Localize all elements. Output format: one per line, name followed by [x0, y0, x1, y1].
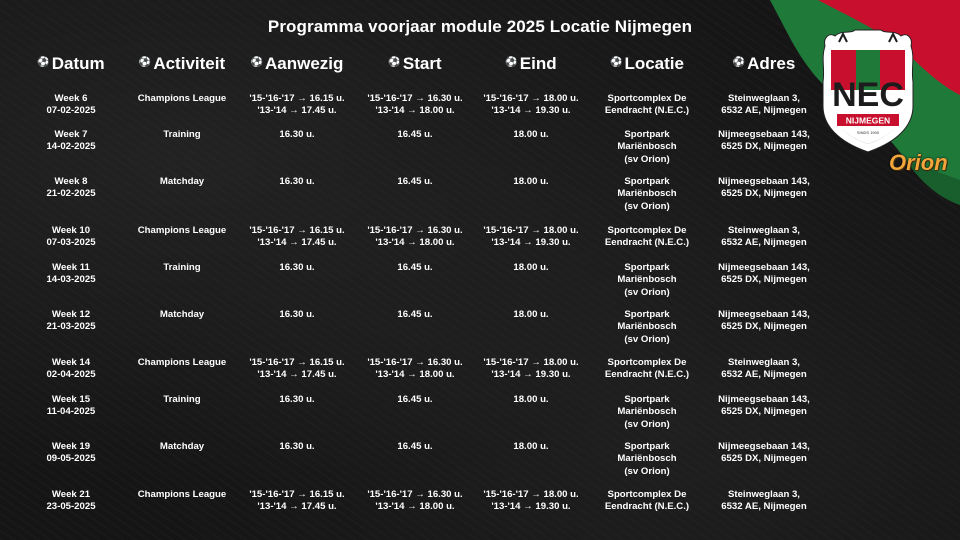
cell-line: Steinweglaan 3, [728, 93, 800, 104]
cell-line: Sportcomplex De [607, 357, 687, 368]
soccer-ball-icon: ⚽ [732, 57, 746, 68]
cell-line: (sv Orion) [624, 286, 670, 298]
aanwezig-cell [238, 357, 356, 382]
datum-cell [25, 93, 117, 118]
cell-line: '13-'14 → 18.00 u. [375, 369, 455, 381]
cell-line: 18.00 u. [513, 441, 549, 452]
datum-cell [25, 176, 117, 201]
eind-cell [472, 129, 590, 141]
start-cell [356, 357, 474, 382]
logo-nec-text: NEC [832, 76, 904, 114]
cell-line: Steinweglaan 3, [728, 225, 800, 236]
start-cell [356, 489, 474, 514]
cell-line: Sportpark [624, 441, 670, 452]
cell-line: 16.45 u. [397, 262, 433, 273]
header-label: Eind [519, 54, 557, 73]
cell-line: 6525 DX, Nijmegen [721, 274, 807, 286]
aanwezig-cell [238, 262, 356, 274]
datum-cell [25, 129, 117, 154]
cell-line: '15-'16-'17 → 18.00 u. [483, 489, 579, 500]
start-cell [356, 129, 474, 141]
cell-line: '13-'14 → 19.30 u. [491, 237, 571, 249]
adres-cell [706, 176, 822, 201]
activity-cell [127, 176, 237, 188]
cell-line: Training [163, 394, 201, 405]
cell-line: Sportpark [624, 309, 670, 320]
cell-line: 09-05-2025 [46, 453, 96, 465]
cell-line: Sportcomplex De [607, 489, 687, 500]
cell-line: Nijmeegsebaan 143, [718, 394, 810, 405]
cell-line: Week 12 [51, 309, 91, 320]
start-cell [356, 262, 474, 274]
cell-line: 16.45 u. [397, 176, 433, 187]
datum-cell [25, 262, 117, 287]
cell-line: '13-'14 → 19.30 u. [491, 369, 571, 381]
adres-cell [706, 394, 822, 419]
cell-line: 6525 DX, Nijmegen [721, 141, 807, 153]
eind-cell [472, 489, 590, 514]
eind-cell [472, 225, 590, 250]
cell-line: Eendracht (N.E.C.) [604, 501, 690, 513]
start-cell [356, 225, 474, 250]
cell-line: Week 21 [51, 489, 91, 500]
soccer-ball-icon: ⚽ [250, 57, 264, 68]
activity-cell [127, 441, 237, 453]
start-cell [356, 309, 474, 321]
cell-line: Sportcomplex De [607, 225, 687, 236]
cell-line: Week 11 [52, 262, 90, 273]
adres-cell [706, 441, 822, 466]
cell-line: Mariënbosch [617, 274, 677, 286]
cell-line: '15-'16-'17 → 18.00 u. [483, 357, 579, 368]
activity-cell [127, 489, 237, 501]
cell-line: (sv Orion) [624, 418, 670, 430]
cell-line: Training [163, 262, 201, 273]
cell-line: Mariënbosch [617, 453, 677, 465]
cell-line: '15-'16-'17 → 16.15 u. [249, 489, 345, 500]
aanwezig-cell [238, 176, 356, 188]
cell-line: 6525 DX, Nijmegen [721, 453, 807, 465]
cell-line: '13-'14 → 18.00 u. [375, 237, 455, 249]
eind-cell [472, 441, 590, 453]
cell-line: Steinweglaan 3, [728, 489, 800, 500]
cell-line: '13-'14 → 18.00 u. [375, 105, 455, 117]
cell-line: 18.00 u. [513, 176, 549, 187]
soccer-ball-icon: ⚽ [610, 57, 623, 68]
cell-line: '15-'16-'17 → 16.15 u. [249, 225, 345, 236]
soccer-ball-icon: ⚽ [37, 57, 50, 68]
cell-line: Week 10 [51, 225, 91, 236]
nec-nijmegen-logo [815, 28, 921, 158]
cell-line: 6532 AE, Nijmegen [721, 369, 807, 381]
header-label: Adres [747, 54, 796, 73]
cell-line: '15-'16-'17 → 18.00 u. [483, 93, 579, 104]
cell-line: (sv Orion) [624, 333, 670, 345]
cell-line: '15-'16-'17 → 16.15 u. [249, 357, 345, 368]
activity-cell [127, 357, 237, 369]
cell-line: 16.45 u. [397, 394, 433, 405]
header-locatie [592, 54, 702, 74]
cell-line: 18.00 u. [513, 262, 549, 273]
soccer-ball-icon: ⚽ [138, 57, 152, 68]
start-cell [356, 93, 474, 118]
start-cell [356, 176, 474, 188]
cell-line: Nijmeegsebaan 143, [718, 262, 810, 273]
adres-cell [706, 262, 822, 287]
cell-line: (sv Orion) [624, 465, 670, 477]
header-datum [25, 54, 117, 74]
header-label: Start [402, 54, 442, 73]
locatie-cell [592, 489, 702, 514]
activity-cell [127, 129, 237, 141]
aanwezig-cell [238, 309, 356, 321]
cell-line: Week 6 [54, 93, 88, 104]
cell-line: Mariënbosch [617, 406, 677, 418]
header-eind [472, 54, 590, 74]
datum-cell [25, 489, 117, 514]
eind-cell [472, 309, 590, 321]
cell-line: Training [163, 129, 201, 140]
cell-line: 18.00 u. [513, 309, 549, 320]
cell-line: '15-'16-'17 → 16.30 u. [367, 489, 463, 500]
activity-cell [127, 309, 237, 321]
cell-line: Nijmeegsebaan 143, [718, 441, 810, 452]
cell-line: Mariënbosch [617, 141, 677, 153]
cell-line: 21-03-2025 [46, 321, 96, 333]
cell-line: 18.00 u. [513, 129, 549, 140]
cell-line: 16.45 u. [397, 309, 433, 320]
cell-line: Nijmeegsebaan 143, [718, 309, 810, 320]
cell-line: Mariënbosch [617, 188, 677, 200]
cell-line: 07-02-2025 [46, 105, 96, 117]
locatie-cell [592, 357, 702, 382]
cell-line: 16.30 u. [279, 309, 315, 320]
cell-line: (sv Orion) [624, 153, 670, 165]
cell-line: 6525 DX, Nijmegen [721, 321, 807, 333]
locatie-cell [592, 176, 702, 213]
cell-line: Matchday [159, 176, 205, 187]
eind-cell [472, 357, 590, 382]
datum-cell [25, 441, 117, 466]
start-cell [356, 441, 474, 453]
cell-line: 16.45 u. [397, 441, 433, 452]
cell-line: Matchday [159, 309, 205, 320]
cell-line: Eendracht (N.E.C.) [604, 105, 690, 117]
activity-cell [127, 93, 237, 105]
soccer-ball-icon: ⚽ [388, 57, 401, 68]
cell-line: 6525 DX, Nijmegen [721, 406, 807, 418]
header-label: Datum [51, 54, 105, 73]
cell-line: 16.30 u. [279, 129, 315, 140]
aanwezig-cell [238, 225, 356, 250]
locatie-cell [592, 441, 702, 478]
cell-line: '13-'14 → 17.45 u. [257, 369, 337, 381]
cell-line: Week 8 [54, 176, 88, 187]
cell-line: Champions League [137, 489, 227, 500]
cell-line: 23-05-2025 [46, 501, 96, 513]
cell-line: 16.30 u. [279, 262, 315, 273]
datum-cell [25, 357, 117, 382]
locatie-cell [592, 262, 702, 299]
activity-cell [127, 394, 237, 406]
locatie-cell [592, 309, 702, 346]
cell-line: Eendracht (N.E.C.) [604, 237, 690, 249]
eind-cell [472, 394, 590, 406]
logo-city-text: NIJMEGEN [845, 115, 891, 126]
cell-line: 11-04-2025 [46, 406, 96, 418]
cell-line: '15-'16-'17 → 18.00 u. [483, 225, 579, 236]
aanwezig-cell [238, 129, 356, 141]
cell-line: '15-'16-'17 → 16.30 u. [367, 225, 463, 236]
locatie-cell [592, 225, 702, 250]
datum-cell [25, 394, 117, 419]
adres-cell [706, 489, 822, 514]
cell-line: 16.30 u. [279, 176, 315, 187]
eind-cell [472, 176, 590, 188]
locatie-cell [592, 129, 702, 166]
cell-line: 07-03-2025 [46, 237, 96, 249]
aanwezig-cell [238, 394, 356, 406]
cell-line: '13-'14 → 18.00 u. [375, 501, 455, 513]
header-start [356, 54, 474, 74]
cell-line: 16.30 u. [279, 441, 315, 452]
cell-line: '13-'14 → 19.30 u. [491, 501, 571, 513]
start-cell [356, 394, 474, 406]
cell-line: Sportpark [624, 394, 670, 405]
cell-line: Champions League [137, 357, 227, 368]
cell-line: Champions League [137, 225, 227, 236]
locatie-cell [592, 93, 702, 118]
cell-line: 6532 AE, Nijmegen [721, 105, 807, 117]
cell-line: Week 15 [51, 394, 91, 405]
cell-line: Sportcomplex De [607, 93, 687, 104]
header-aanwezig [238, 54, 356, 74]
orion-logo-text: Orion [889, 150, 948, 175]
header-activiteit [127, 54, 237, 74]
cell-line: Week 14 [51, 357, 91, 368]
cell-line: 16.45 u. [397, 129, 433, 140]
cell-line: 21-02-2025 [46, 188, 96, 200]
aanwezig-cell [238, 93, 356, 118]
cell-line: '15-'16-'17 → 16.30 u. [367, 93, 463, 104]
header-label: Activiteit [153, 54, 226, 73]
cell-line: Week 7 [54, 129, 88, 140]
cell-line: '13-'14 → 19.30 u. [491, 105, 571, 117]
cell-line: 16.30 u. [279, 394, 315, 405]
cell-line: Nijmeegsebaan 143, [718, 176, 810, 187]
cell-line: 14-03-2025 [46, 274, 96, 286]
activity-cell [127, 225, 237, 237]
cell-line: 6532 AE, Nijmegen [721, 501, 807, 513]
cell-line: Sportpark [624, 129, 670, 140]
locatie-cell [592, 394, 702, 431]
datum-cell [25, 225, 117, 250]
cell-line: 14-02-2025 [46, 141, 96, 153]
cell-line: '13-'14 → 17.45 u. [257, 105, 337, 117]
page-title: Programma voorjaar module 2025 Locatie Nijmegen [267, 17, 693, 36]
adres-cell [706, 357, 822, 382]
header-adres [706, 54, 822, 74]
cell-line: Mariënbosch [617, 321, 677, 333]
header-label: Locatie [624, 54, 684, 73]
cell-line: Nijmeegsebaan 143, [718, 129, 810, 140]
cell-line: Champions League [137, 93, 227, 104]
cell-line: Matchday [159, 441, 205, 452]
adres-cell [706, 93, 822, 118]
soccer-ball-icon: ⚽ [505, 57, 518, 68]
aanwezig-cell [238, 441, 356, 453]
adres-cell [706, 225, 822, 250]
cell-line: '15-'16-'17 → 16.15 u. [249, 93, 345, 104]
datum-cell [25, 309, 117, 334]
cell-line: Sportpark [624, 176, 670, 187]
cell-line: Eendracht (N.E.C.) [604, 369, 690, 381]
eind-cell [472, 262, 590, 274]
eind-cell [472, 93, 590, 118]
activity-cell [127, 262, 237, 274]
cell-line: (sv Orion) [624, 200, 670, 212]
cell-line: '13-'14 → 17.45 u. [257, 501, 337, 513]
cell-line: Week 19 [51, 441, 91, 452]
cell-line: 18.00 u. [513, 394, 549, 405]
cell-line: Steinweglaan 3, [728, 357, 800, 368]
adres-cell [706, 129, 822, 154]
adres-cell [706, 309, 822, 334]
cell-line: Sportpark [624, 262, 670, 273]
header-label: Aanwezig [265, 54, 344, 73]
cell-line: '13-'14 → 17.45 u. [257, 237, 337, 249]
logo-since-text: SINDS 1900 [856, 130, 880, 135]
cell-line: 6532 AE, Nijmegen [721, 237, 807, 249]
cell-line: 02-04-2025 [46, 369, 96, 381]
cell-line: 6525 DX, Nijmegen [721, 188, 807, 200]
aanwezig-cell [238, 489, 356, 514]
cell-line: '15-'16-'17 → 16.30 u. [367, 357, 463, 368]
